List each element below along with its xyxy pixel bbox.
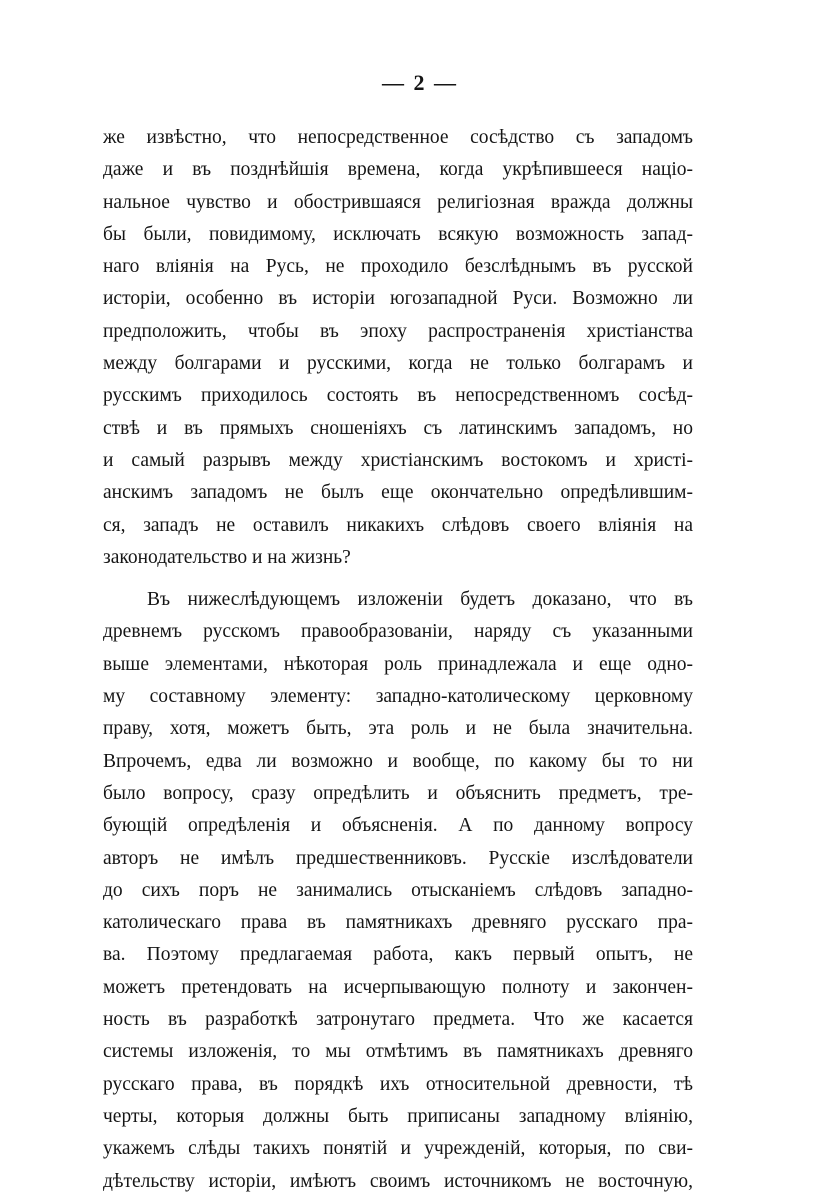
page-number: — 2 —: [382, 70, 458, 95]
text-line: укажемъ слѣды такихъ понятій и учрежденій, которыя, по сви-: [103, 1138, 693, 1160]
paragraph-1: [103, 122, 693, 574]
text-line: русскимъ приходилось состоять въ непосредственномъ сосѣд-: [103, 385, 693, 407]
text-line: выше элементами, нѣкоторая роль принадлежала и еще одно-: [103, 653, 693, 675]
paragraph-2: [103, 584, 693, 1198]
text-line: можетъ претендовать на исчерпывающую полноту и закончен-: [103, 976, 693, 998]
text-line: му составному элементу: западно-католическому церковному: [103, 686, 693, 708]
text-line: авторъ не имѣлъ предшественниковъ. Русскіе изслѣдователи: [103, 847, 693, 869]
text-line: русскаго права, въ порядкѣ ихъ относительной древности, тѣ: [103, 1073, 693, 1095]
text-line: системы изложенія, то мы отмѣтимъ въ памятникахъ древняго: [103, 1041, 693, 1063]
text-line: предположить, чтобы въ эпоху распространенія христіанства: [103, 320, 693, 342]
text-line: ствѣ и въ прямыхъ сношеніяхъ съ латинскимъ западомъ, но: [103, 417, 693, 439]
text-line: между болгарами и русскими, когда не только болгарамъ и: [103, 353, 693, 375]
text-line: бующій опредѣленія и объясненія. А по данному вопросу: [103, 815, 693, 837]
text-line: было вопросу, сразу опредѣлить и объяснить предметъ, тре-: [103, 782, 693, 804]
text-line: католическаго права въ памятникахъ древняго русскаго пра-: [103, 912, 693, 934]
text-line: до сихъ поръ не занимались отысканіемъ слѣдовъ западно-: [103, 879, 693, 901]
text-line: древнемъ русскомъ правообразованіи, наряду съ указанными: [103, 621, 693, 643]
text-line: даже и въ позднѣйшія времена, когда укрѣпившееся націо-: [103, 159, 693, 181]
text-line: нальное чувство и обострившаяся религіозная вражда должны: [103, 191, 693, 213]
text-line: Впрочемъ, едва ли возможно и вообще, по какому бы то ни: [103, 750, 693, 772]
text-line: праву, хотя, можетъ быть, эта роль и не была значительна.: [103, 718, 693, 740]
body-text: [103, 122, 693, 1198]
text-line: и самый разрывъ между христіанскимъ востокомъ и христі-: [103, 449, 693, 471]
text-line: исторіи, особенно въ исторіи югозападной Руси. Возможно ли: [103, 288, 693, 310]
paragraph-gap: [103, 574, 693, 584]
text-line: ва. Поэтому предлагаемая работа, какъ первый опытъ, не: [103, 944, 693, 966]
text-line: анскимъ западомъ не былъ еще окончательно опредѣлившим-: [103, 482, 693, 504]
text-line: ся, западъ не оставилъ никакихъ слѣдовъ своего вліянія на: [103, 514, 693, 536]
text-line: ность въ разработкѣ затронутаго предмета. Что же касается: [103, 1009, 693, 1031]
text-line: же извѣстно, что непосредственное сосѣдство съ западомъ: [103, 127, 693, 148]
text-line: наго вліянія на Русь, не проходило безслѣднымъ въ русской: [103, 256, 693, 278]
text-line-last: законодательство и на жизнь?: [103, 546, 351, 568]
text-line: бы были, повидимому, исключать всякую возможность запад-: [103, 223, 693, 245]
text-line-first: Въ нижеслѣдующемъ изложеніи будетъ доказано, что въ: [147, 589, 693, 611]
text-line: дѣтельству исторіи, имѣютъ своимъ источникомъ не восточную,: [103, 1170, 693, 1192]
text-line: черты, которыя должны быть приписаны западному вліянію,: [103, 1105, 693, 1127]
